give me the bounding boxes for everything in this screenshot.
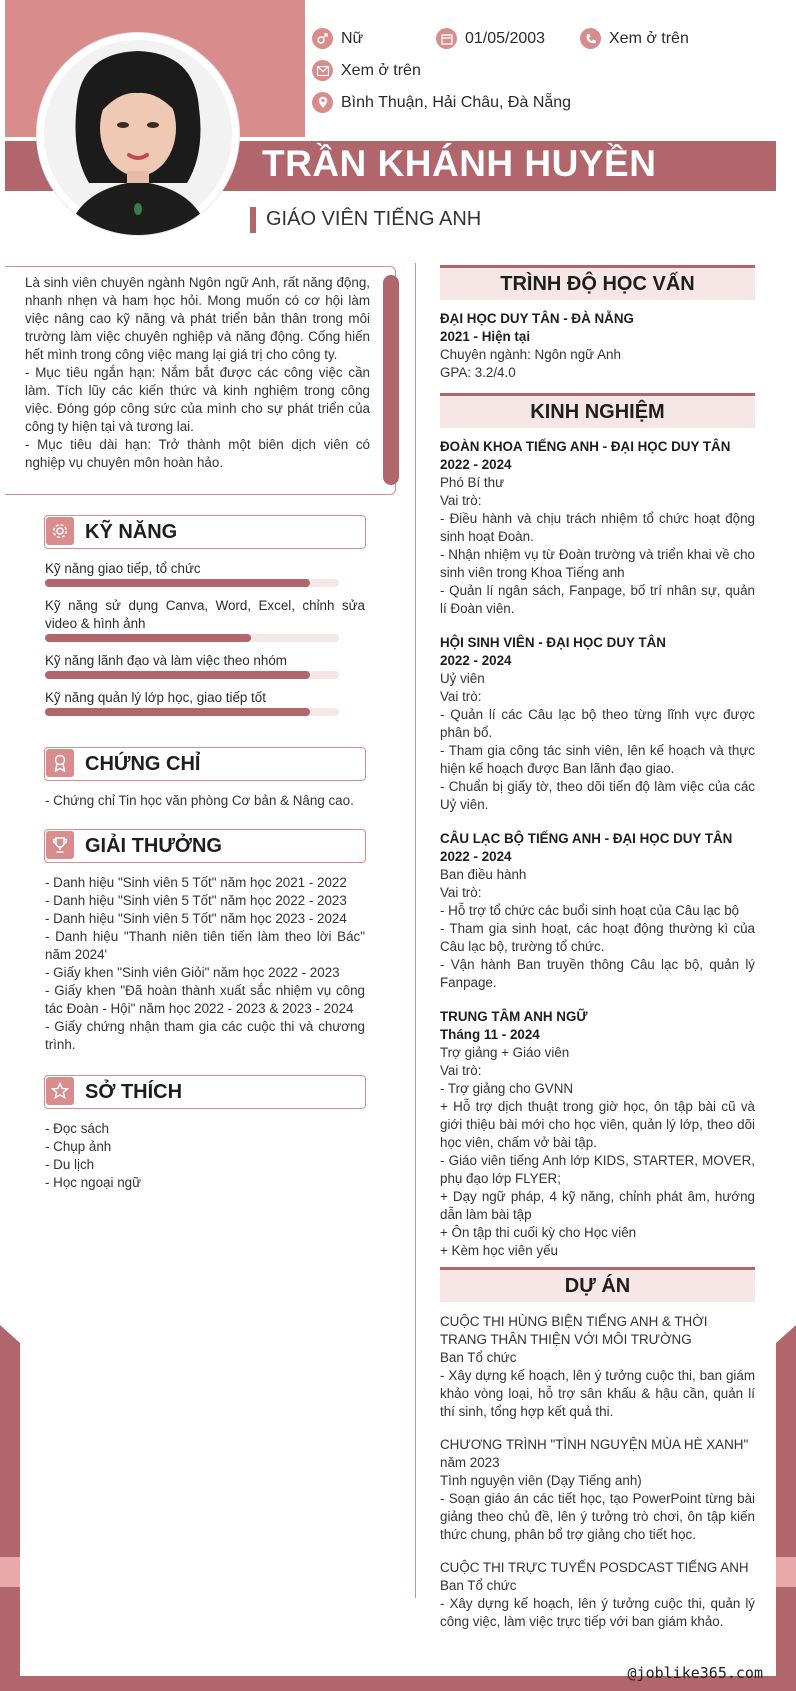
contact-gender xyxy=(312,28,363,49)
contact-phone xyxy=(580,28,689,49)
certificates-list xyxy=(45,792,370,810)
certificates-title: CHỨNG CHỈ xyxy=(85,753,201,775)
award-ribbon-icon xyxy=(46,749,74,777)
phone-icon xyxy=(580,28,601,49)
project-role: Ban Tổ chức xyxy=(440,1578,517,1593)
education-title: TRÌNH ĐỘ HỌC VẤN xyxy=(500,273,695,295)
experience-title: KINH NGHIỆM xyxy=(530,401,665,423)
experience-line: + Ôn tập thi cuối kỳ cho Học viên xyxy=(440,1225,637,1240)
experience-header xyxy=(440,393,755,428)
experience-line: Vai trò: xyxy=(440,689,482,704)
project-name: CUỘC THI TRỰC TUYẾN POSDCAST TIẾNG ANH xyxy=(440,1560,749,1575)
experience-line: - Quản lí ngân sách, Fanpage, bố trí nhân sự, quản lí Đoàn viên. xyxy=(440,583,755,616)
email-icon xyxy=(312,60,333,81)
contact-email xyxy=(312,60,421,81)
experience-entry xyxy=(440,830,755,992)
summary-text xyxy=(25,274,370,472)
list-item: - Học ngoại ngữ xyxy=(45,1175,142,1190)
experience-period xyxy=(440,848,755,866)
experience-entry xyxy=(440,438,755,618)
summary-paragraph: - Mục tiêu ngắn hạn: Nắm bắt được các công việc cần làm. Tích lũy các kiến thức và kinh nghiệm trong công việc. Đóng góp công sức của mình cho sự phát triển của công ty hiện tại và tương lai. xyxy=(25,365,370,434)
contact-address xyxy=(312,92,571,113)
experience-entry xyxy=(440,1008,755,1260)
contact-birthday xyxy=(436,28,545,49)
skill-label: Kỹ năng giao tiếp, tổ chức xyxy=(45,561,201,576)
experience-role: Uỷ viên xyxy=(440,671,485,686)
experience-line: Vai trò: xyxy=(440,885,482,900)
job-title-marker xyxy=(250,207,256,233)
experience-org-text: TRUNG TÂM ANH NGỮ xyxy=(440,1009,588,1024)
left-decoration-stripe xyxy=(0,1557,20,1587)
school-name xyxy=(440,310,755,328)
experience-org-text: CÂU LẠC BỘ TIẾNG ANH - ĐẠI HỌC DUY TÂN xyxy=(440,831,733,846)
hobbies-title: SỞ THÍCH xyxy=(85,1081,183,1103)
experience-period xyxy=(440,652,755,670)
project-name: CHƯƠNG TRÌNH "TÌNH NGUYỆN MÙA HÈ XANH" năm 2023 xyxy=(440,1437,749,1470)
experience-org xyxy=(440,634,755,652)
projects-header xyxy=(440,1267,755,1302)
education-period xyxy=(440,328,755,346)
experience-period xyxy=(440,1026,755,1044)
project-name: CUỘC THI HÙNG BIỆN TIẾNG ANH & THỜI TRANG THÂN THIỆN VỚI MÔI TRƯỜNG xyxy=(440,1314,708,1347)
list-item: - Giấy khen "Sinh viên Giỏi" năm học 2022 - 2023 xyxy=(45,965,340,980)
experience-block xyxy=(440,438,755,1260)
list-item: - Danh hiệu "Sinh viên 5 Tốt" năm học 2022 - 2023 xyxy=(45,893,347,908)
list-item: - Chụp ảnh xyxy=(45,1139,112,1154)
experience-line: - Tham gia công tác sinh viên, lên kế hoạch và thực hiện kế hoạch được Ban lãnh đạo giao. xyxy=(440,743,755,776)
experience-org xyxy=(440,830,755,848)
summary-paragraph: - Mục tiêu dài hạn: Trở thành một biên dịch viên có nghiệp vụ chuyên môn hoàn hảo. xyxy=(25,437,370,470)
experience-line: + Dạy ngữ pháp, 4 kỹ năng, chỉnh phát âm, hướng dẫn làm bài tập xyxy=(440,1189,755,1222)
education-gpa: GPA: 3.2/4.0 xyxy=(440,365,516,380)
experience-line: - Chuẩn bị giấy tờ, theo dõi tiến độ làm việc của các Uỷ viên. xyxy=(440,779,755,812)
gender-icon xyxy=(312,28,333,49)
full-name: TRẦN KHÁNH HUYỀN xyxy=(262,143,657,184)
gear-icon xyxy=(46,517,74,545)
experience-line: - Quản lí các Câu lạc bộ theo từng lĩnh vực được phân bổ. xyxy=(440,707,755,740)
experience-line: + Kèm học viên yếu xyxy=(440,1243,558,1258)
trophy-icon xyxy=(46,831,74,859)
email-text: Xem ở trên xyxy=(341,61,421,79)
experience-entry xyxy=(440,634,755,814)
address-text: Bình Thuận, Hải Châu, Đà Nẵng xyxy=(341,93,572,111)
experience-line: - Trợ giảng cho GVNN xyxy=(440,1081,574,1096)
project-desc: - Xây dựng kế hoạch, lên ý tưởng cuộc thi, quản lý công việc, làm việc trực tiếp với ban giám khảo. xyxy=(440,1596,755,1629)
projects-title: DỰ ÁN xyxy=(564,1275,631,1297)
phone-text: Xem ở trên xyxy=(609,29,689,47)
experience-line: - Vận hành Ban truyền thông Câu lạc bộ, quản lý Fanpage. xyxy=(440,957,755,990)
right-decoration-stripe xyxy=(776,1557,796,1587)
experience-line: - Điều hành và chịu trách nhiệm tổ chức hoạt động sinh hoạt Đoàn. xyxy=(440,511,755,544)
experience-line: - Giáo viên tiếng Anh lớp KIDS, STARTER, MOVER, phụ đạo lớp FLYER; xyxy=(440,1153,755,1186)
star-icon xyxy=(46,1077,74,1105)
experience-org-text: ĐOÀN KHOA TIẾNG ANH - ĐẠI HỌC DUY TÂN xyxy=(440,439,731,454)
experience-org xyxy=(440,438,755,456)
right-decoration xyxy=(776,1325,796,1691)
awards-title: GIẢI THƯỞNG xyxy=(85,835,222,857)
experience-org xyxy=(440,1008,755,1026)
experience-line: + Hỗ trợ dịch thuật trong giờ học, ôn tập bài cũ và giới thiệu bài mới cho học viên, quản lý lớp, theo dõi học viên, chấm vở bài tập. xyxy=(440,1099,755,1150)
experience-period-text: 2022 - 2024 xyxy=(440,653,512,668)
skill-label: Kỹ năng sử dụng Canva, Word, Excel, chỉnh sửa video & hình ảnh xyxy=(45,598,365,631)
list-item: - Chứng chỉ Tin học văn phòng Cơ bản & Nâng cao. xyxy=(45,793,354,808)
school-name-text: ĐẠI HỌC DUY TÂN - ĐÀ NẴNG xyxy=(440,311,634,326)
left-decoration xyxy=(0,1325,20,1691)
experience-role: Phó Bí thư xyxy=(440,475,505,490)
summary-accent-bar xyxy=(383,275,399,485)
experience-role: Ban điều hành xyxy=(440,867,527,882)
experience-line: - Hỗ trợ tổ chức các buổi sinh hoạt của Câu lạc bộ xyxy=(440,903,740,918)
project-desc: - Xây dựng kế hoạch, lên ý tưởng cuộc thi, ban giám khảo vòng loại, hỗ trợ sân khấu & hậu cần, quản lí thí sinh, tổng hợp kết quả thi. xyxy=(440,1368,755,1419)
project-entry xyxy=(440,1436,755,1544)
experience-org-text: HỘI SINH VIÊN - ĐẠI HỌC DUY TÂN xyxy=(440,635,666,650)
hobbies-list xyxy=(45,1120,345,1192)
gender-text: Nữ xyxy=(341,29,364,47)
calendar-icon xyxy=(436,28,457,49)
experience-line: Vai trò: xyxy=(440,493,482,508)
education-block xyxy=(440,310,755,382)
experience-period-text: Tháng 11 - 2024 xyxy=(440,1027,540,1042)
job-title: GIÁO VIÊN TIẾNG ANH xyxy=(266,208,482,230)
list-item: - Danh hiệu "Thanh niên tiên tiến làm theo lời Bác" năm 2024' xyxy=(45,929,365,962)
project-desc: - Soạn giáo án các tiết học, tạo PowerPoint từng bài giảng theo chủ đề, lên ý tưởng trò chơi, ôn tập kiến thức chung, phân bổ trợ giảng cho tiết học. xyxy=(440,1491,755,1542)
skill-bar-track xyxy=(45,634,339,642)
list-item: - Giấy khen "Đã hoàn thành xuất sắc nhiệm vụ công tác Đoàn - Hội" năm học 2022 - 2023 & 2023 - 2024 xyxy=(45,983,365,1016)
skill-bar-fill xyxy=(45,579,310,587)
skills-title: KỸ NĂNG xyxy=(85,521,178,543)
experience-line: Vai trò: xyxy=(440,1063,482,1078)
list-item: - Đọc sách xyxy=(45,1121,109,1136)
experience-period-text: 2022 - 2024 xyxy=(440,849,512,864)
skill-bar-fill xyxy=(45,671,310,679)
list-item: - Giấy chứng nhận tham gia các cuộc thi và chương trình. xyxy=(45,1019,365,1052)
experience-line: - Tham gia sinh hoạt, các hoạt động thường kì của Câu lạc bộ, trường tổ chức. xyxy=(440,921,755,954)
column-divider xyxy=(415,263,416,1598)
experience-role: Trợ giảng + Giáo viên xyxy=(440,1045,570,1060)
location-icon xyxy=(312,92,333,113)
skill-bar-fill xyxy=(45,634,251,642)
birthday-text: 01/05/2003 xyxy=(465,29,546,47)
summary-paragraph: Là sinh viên chuyên ngành Ngôn ngữ Anh, rất năng động, nhanh nhẹn và ham học hỏi. Mong muốn có cơ hội làm việc nâng cao kỹ năng và phát triển bản thân trong môi trường làm việc chuyên nghiệp và năng động. Cống hiến hết mình trong công việc mang lại giá trị cho công ty. xyxy=(25,275,370,362)
list-item: - Danh hiệu "Sinh viên 5 Tốt" năm học 2021 - 2022 xyxy=(45,875,347,890)
education-major: Chuyên ngành: Ngôn ngữ Anh xyxy=(440,347,621,362)
skill-bar-track xyxy=(45,671,339,679)
education-header xyxy=(440,265,755,300)
projects-block xyxy=(440,1313,755,1631)
project-entry xyxy=(440,1313,755,1421)
project-role: Tình nguyện viên (Dạy Tiếng anh) xyxy=(440,1473,642,1488)
project-entry xyxy=(440,1559,755,1631)
experience-period xyxy=(440,456,755,474)
experience-period-text: 2022 - 2024 xyxy=(440,457,512,472)
list-item: - Danh hiệu "Sinh viên 5 Tốt" năm học 2023 - 2024 xyxy=(45,911,347,926)
project-role: Ban Tổ chức xyxy=(440,1350,517,1365)
list-item: - Du lịch xyxy=(45,1157,95,1172)
footer-watermark: @joblike365.com xyxy=(627,1664,763,1682)
skill-bar-fill xyxy=(45,708,310,716)
awards-list xyxy=(45,874,365,1054)
profile-photo xyxy=(37,33,239,235)
skill-label: Kỹ năng quản lý lớp học, giao tiếp tốt xyxy=(45,690,266,705)
skill-bar-track xyxy=(45,708,339,716)
experience-line: - Nhận nhiệm vụ từ Đoàn trường và triển khai về cho sinh viên trong Khoa Tiếng anh xyxy=(440,547,755,580)
education-period-text: 2021 - Hiện tại xyxy=(440,329,531,344)
skill-label: Kỹ năng lãnh đạo và làm việc theo nhóm xyxy=(45,653,287,668)
skill-bar-track xyxy=(45,579,339,587)
